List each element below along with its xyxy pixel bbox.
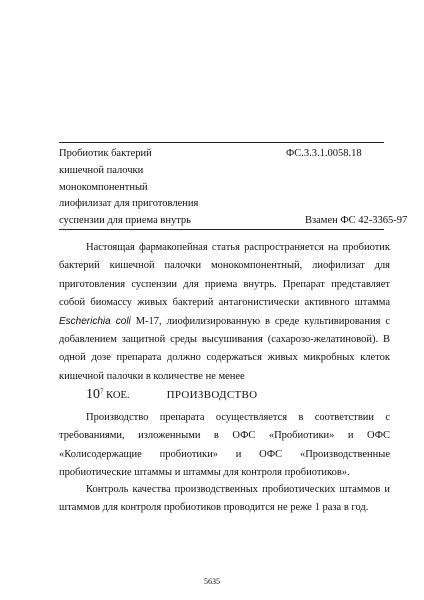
intro-text-end: М-17, лиофилизированную в среде культивирования с добавлением защитной среды высушивания (сахарозо-желатиновой). В одной дозе препарата должно содержаться живых микробных клеток кишечной палочки в количестве не менее — [59, 315, 390, 382]
dose-base: 10 — [86, 387, 100, 403]
production-paragraph: Производство препарата осуществляется в соответствии с требованиями, изложенными в ОФС «Пробиотики» и ОФС «Колисодержащие пробиотики» и ОФС «Производственные пробиотические штаммы и штаммы для контроля пробиотиков». — [59, 412, 390, 479]
species-name: Escherichia coli — [59, 315, 131, 327]
dose-exponent: 7 — [100, 387, 104, 396]
title-line: кишечной палочки — [59, 164, 144, 176]
header-bottom-rule — [59, 229, 384, 230]
dose-unit: КОЕ. — [103, 390, 130, 402]
monograph-title — [59, 146, 198, 230]
title-line: монокомпонентный — [59, 181, 148, 193]
section-heading: ПРОИЗВОДСТВО — [166, 389, 258, 401]
fs-number: ФС.3.3.1.0058.18 — [286, 148, 362, 159]
intro-text-start: Настоящая фармакопейная статья распространяется на пробиотик бактерий кишечной палочки монокомпонентный, лиофилизат для приготовления суспензии для приема внутрь. Препарат представляет собой биомассу живых бактерий антагонистически активного штамма — [59, 242, 390, 309]
title-line: суспензии для приема внутрь — [59, 215, 191, 227]
quality-control-paragraph: Контроль качества производственных пробиотических штаммов и штаммов для контроля пробиотиков проводится не реже 1 раза в год. — [59, 484, 390, 514]
title-line: лиофилизат для приготовления — [59, 198, 199, 210]
header-top-rule — [59, 142, 384, 143]
title-line: Пробиотик бактерий — [59, 148, 152, 159]
monograph-header — [59, 142, 408, 230]
intro-paragraph — [59, 239, 390, 406]
replaces-reference: Взамен ФС 42-3365-97 — [305, 215, 408, 226]
page-number: 5635 — [204, 577, 220, 586]
